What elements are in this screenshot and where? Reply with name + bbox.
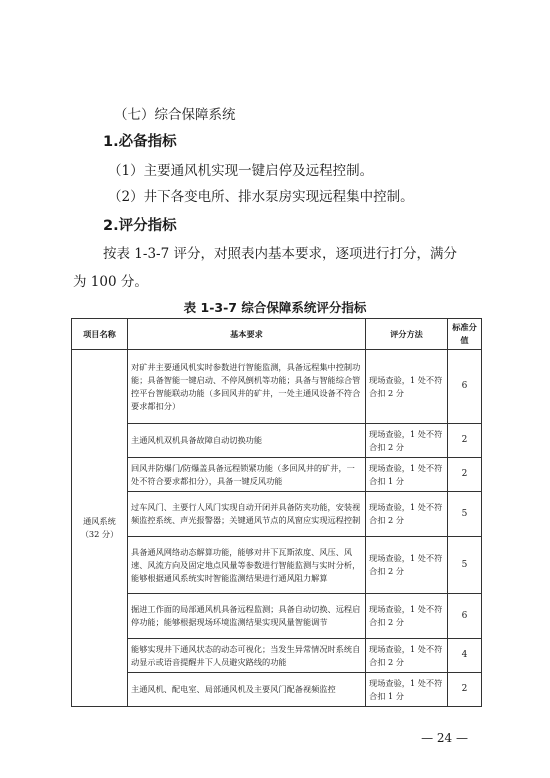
table-row bbox=[72, 492, 482, 537]
table-row bbox=[72, 639, 482, 673]
requirement-cell: 能够实现井下通风状态的动态可视化；当发生异常情况时系统自动显示或语音提醒井下人员避灾路线的功能 bbox=[128, 639, 366, 673]
table-row bbox=[72, 350, 482, 424]
requirement-cell: 主通风机双机具备故障自动切换功能 bbox=[128, 424, 366, 458]
paragraph-item-2: （2）井下各变电所、排水泵房实现远程集中控制。 bbox=[108, 189, 414, 205]
table-caption: 表 1-3-7 综合保障系统评分指标 bbox=[183, 300, 367, 315]
header-score: 标准分值 bbox=[448, 319, 482, 350]
requirement-cell: 掘进工作面的局部通风机具备远程监测；具备自动切换、远程启停功能；能够根据现场环境监测结果实现风量智能调节 bbox=[128, 594, 366, 639]
score-cell: 2 bbox=[448, 458, 482, 492]
requirement-cell: 主通风机、配电室、局部通风机及主要风门配备视频监控 bbox=[128, 673, 366, 707]
requirement-cell: 回风井防爆门/防爆盖具备远程锁紧功能（多回风井的矿井，一处不符合要求都扣分），具备一键反风功能 bbox=[128, 458, 366, 492]
method-cell: 现场查验，1 处不符合扣 1 分 bbox=[366, 458, 448, 492]
score-cell: 6 bbox=[448, 594, 482, 639]
score-cell: 5 bbox=[448, 537, 482, 594]
method-cell: 现场查验，1 处不符合扣 2 分 bbox=[366, 492, 448, 537]
header-method: 评分方法 bbox=[366, 319, 448, 350]
table-row bbox=[72, 673, 482, 707]
header-requirements: 基本要求 bbox=[128, 319, 366, 350]
subheading-required-indicators: 1.必备指标 bbox=[103, 134, 177, 150]
table-row bbox=[72, 424, 482, 458]
section-heading: （七）综合保障系统 bbox=[114, 107, 236, 123]
table-row bbox=[72, 537, 482, 594]
requirement-cell: 过车风门、主要行人风门实现自动开闭并具备防夹功能，安装视频监控系统、声光报警器；关键通风节点的风窗应实现远程控制 bbox=[128, 492, 366, 537]
score-cell: 2 bbox=[448, 424, 482, 458]
table-header-row bbox=[72, 319, 482, 350]
method-cell: 现场查验，1 处不符合扣 2 分 bbox=[366, 424, 448, 458]
requirement-cell: 具备通风网络动态解算功能，能够对井下瓦斯浓度、风压、风速、风流方向及固定地点风量等参数进行智能监测与实时分析，能够根据通风系统实时智能监测结果进行通风阻力解算 bbox=[128, 537, 366, 594]
score-cell: 5 bbox=[448, 492, 482, 537]
score-cell: 2 bbox=[448, 673, 482, 707]
method-cell: 现场查验，1 处不符合扣 2 分 bbox=[366, 639, 448, 673]
score-cell: 6 bbox=[448, 350, 482, 424]
paragraph-item-1: （1）主要通风机实现一键启停及远程控制。 bbox=[108, 163, 374, 179]
scoring-table bbox=[71, 318, 482, 707]
method-cell: 现场查验，1 处不符合扣 2 分 bbox=[366, 594, 448, 639]
paragraph-scoring-intro: 按表 1-3-7 评分，对照表内基本要求，逐项进行打分，满分 bbox=[103, 246, 457, 262]
header-item: 项目名称 bbox=[72, 319, 128, 350]
method-cell: 现场查验，1 处不符合扣 1 分 bbox=[366, 673, 448, 707]
requirement-cell: 对矿井主要通风机实时参数进行智能监测，具备远程集中控制功能；具备智能一键启动、不停风倒机等功能；具备与智能综合管控平台智能联动功能（多回风井的矿井，一处主通风设备不符合要求都扣分） bbox=[128, 350, 366, 424]
score-cell: 4 bbox=[448, 639, 482, 673]
method-cell: 现场查验，1 处不符合扣 2 分 bbox=[366, 350, 448, 424]
table-row bbox=[72, 594, 482, 639]
page-number: — 24 — bbox=[421, 731, 468, 745]
method-cell: 现场查验，1 处不符合扣 2 分 bbox=[366, 537, 448, 594]
item-name-cell: 通风系统（32 分） bbox=[72, 350, 128, 707]
subheading-scoring-indicators: 2.评分指标 bbox=[103, 218, 177, 234]
paragraph-scoring-intro-cont: 为 100 分。 bbox=[73, 274, 148, 290]
table-row bbox=[72, 458, 482, 492]
